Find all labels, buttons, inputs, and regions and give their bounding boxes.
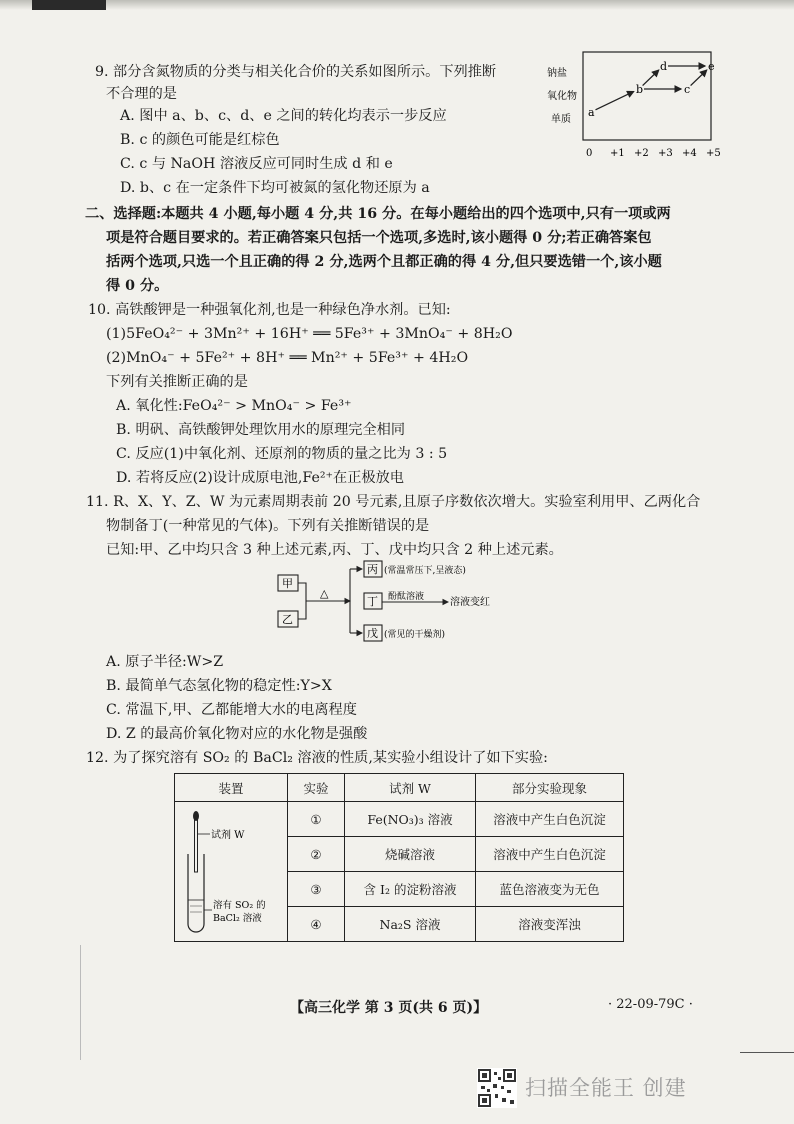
header-reagent: 试剂 W	[345, 774, 476, 802]
q11-stem-1: 11. R、X、Y、Z、W 为元素周期表前 20 号元素,且原子序数依次增大。实验室利用甲、乙两化合	[86, 494, 701, 510]
footer-title: 【高三化学 第 3 页(共 6 页)】	[290, 1000, 488, 1016]
bracket-reactants	[298, 583, 306, 619]
q9-nitrogen-chart	[545, 52, 721, 167]
chart-frame	[583, 52, 711, 140]
apparatus-label-bacl2: BaCl₂ 溶液	[213, 913, 262, 924]
chart-xtick-1: +1	[610, 148, 625, 159]
q11-option-d: D. Z 的最高价氧化物对应的水化物是强酸	[106, 726, 368, 742]
note-bing: (常温常压下,呈液态)	[384, 566, 466, 576]
chart-xtick-3: +3	[658, 148, 673, 159]
result-ding: 溶液变红	[450, 597, 490, 608]
footer-code: · 22-09-79C ·	[608, 997, 693, 1012]
q12-experiment-table	[174, 773, 624, 942]
row-1-no: ①	[288, 802, 345, 837]
chart-xtick-2: +2	[634, 148, 649, 159]
q9-option-d: D. b、c 在一定条件下均可被氮的氢化物还原为 a	[120, 180, 430, 196]
apparatus-label-so2: 溶有 SO₂ 的	[213, 900, 266, 911]
q10-option-a: A. 氧化性:FeO₄²⁻ > MnO₄⁻ > Fe³⁺	[116, 398, 352, 414]
margin-line	[80, 945, 81, 1060]
row-1-reagent: Fe(NO₃)₃ 溶液	[345, 802, 476, 837]
header-experiment: 实验	[288, 774, 345, 802]
q11-reaction-diagram	[270, 565, 510, 645]
header-apparatus: 装置	[175, 774, 288, 802]
dropper-tube	[195, 820, 198, 872]
apparatus-cell	[175, 802, 288, 942]
q9-option-b: B. c 的颜色可能是红棕色	[120, 132, 280, 148]
q9-option-c: C. c 与 NaOH 溶液反应可同时生成 d 和 e	[120, 156, 393, 172]
q11-option-c: C. 常温下,甲、乙都能增大水的电离程度	[106, 702, 357, 718]
q10-ask: 下列有关推断正确的是	[106, 374, 248, 390]
section2-line-2: 项是符合题目要求的。若正确答案只包括一个选项,多选时,该小题得 0 分;若正确答案包	[106, 230, 652, 246]
q12-stem: 12. 为了探究溶有 SO₂ 的 BaCl₂ 溶液的性质,某实验小组设计了如下实验:	[86, 750, 548, 766]
row-1-phenomenon: 溶液中产生白色沉淀	[476, 802, 624, 837]
chart-arrow-a-b	[596, 92, 634, 110]
row-4-no: ④	[288, 907, 345, 942]
q10-option-c: C. 反应(1)中氧化剂、还原剂的物质的量之比为 3 : 5	[116, 446, 448, 462]
label-wu: 戊	[367, 627, 378, 640]
q10-option-b: B. 明矾、高铁酸钾处理饮用水的原理完全相同	[116, 422, 406, 438]
q11-option-a: A. 原子半径:W>Z	[106, 654, 224, 670]
q11-known: 已知:甲、乙中均只含 3 种上述元素,丙、丁、戊中均只含 2 种上述元素。	[106, 542, 563, 558]
test-tube	[188, 854, 204, 932]
section2-line-4: 得 0 分。	[106, 278, 169, 294]
note-wu: (常见的干燥剂)	[384, 630, 446, 640]
row-2-no: ②	[288, 837, 345, 872]
row-3-phenomenon: 蓝色溶液变为无色	[476, 872, 624, 907]
q10-option-d: D. 若将反应(2)设计成原电池,Fe²⁺在正极放电	[116, 470, 404, 486]
chart-xtick-5: +5	[706, 148, 721, 159]
label-yi: 乙	[282, 613, 293, 626]
row-2-reagent: 烧碱溶液	[345, 837, 476, 872]
apparatus-drawing	[176, 802, 286, 938]
q11-stem-2: 物制备丁(一种常见的气体)。下列有关推断错误的是	[106, 518, 430, 534]
label-heat: △	[320, 587, 329, 600]
row-4-reagent: Na₂S 溶液	[345, 907, 476, 942]
table-header-row	[175, 774, 624, 802]
label-ding: 丁	[367, 595, 378, 608]
chart-point-d: d	[660, 60, 668, 73]
q9-stem-1: 9. 部分含氮物质的分类与相关化合价的关系如图所示。下列推断	[95, 64, 497, 80]
edge-line	[740, 1052, 794, 1053]
label-bing: 丙	[367, 563, 378, 576]
section2-line-1: 二、选择题:本题共 4 小题,每小题 4 分,共 16 分。在每小题给出的四个选项中,只有一项或两	[85, 206, 671, 222]
chart-point-e: e	[708, 60, 715, 73]
chart-ycat-2: 单质	[551, 114, 571, 125]
table-row	[175, 802, 624, 837]
chart-ycat-0: 钠盐	[547, 68, 567, 79]
chart-ycat-1: 氧化物	[547, 91, 577, 102]
row-2-phenomenon: 溶液中产生白色沉淀	[476, 837, 624, 872]
reagent-ding: 酚酞溶液	[388, 592, 425, 602]
header-phenomenon: 部分实验现象	[476, 774, 624, 802]
q11-option-b: B. 最简单气态氢化物的稳定性:Y>X	[106, 678, 332, 694]
scanner-watermark: 扫描全能王 创建	[525, 1076, 687, 1100]
apparatus-label-w: 试剂 W	[211, 830, 245, 841]
q9-option-a: A. 图中 a、b、c、d、e 之间的转化均表示一步反应	[120, 108, 447, 124]
section2-line-3: 括两个选项,只选一个且正确的得 2 分,选两个且都正确的得 4 分,但只要选错一个,该小题	[106, 254, 662, 270]
top-scan-mark	[32, 0, 106, 10]
q10-equation-2: (2)MnO₄⁻ + 5Fe²⁺ + 8H⁺ ══ Mn²⁺ + 5Fe³⁺ + 4H₂O	[106, 350, 469, 366]
chart-arrow-b-d	[643, 70, 659, 85]
chart-xtick-4: +4	[682, 148, 697, 159]
q10-stem: 10. 高铁酸钾是一种强氧化剂,也是一种绿色净水剂。已知:	[88, 302, 451, 318]
page-top-shadow	[0, 0, 794, 10]
qr-code-icon	[477, 1068, 517, 1108]
chart-point-c: c	[684, 83, 691, 96]
label-jia: 甲	[282, 577, 293, 590]
chart-point-b: b	[636, 83, 644, 96]
chart-arrow-c-e	[691, 70, 707, 85]
row-3-reagent: 含 I₂ 的淀粉溶液	[345, 872, 476, 907]
q9-stem-2: 不合理的是	[106, 86, 177, 102]
row-4-phenomenon: 溶液变浑浊	[476, 907, 624, 942]
q10-equation-1: (1)5FeO₄²⁻ + 3Mn²⁺ + 16H⁺ ══ 5Fe³⁺ + 3MnO₄⁻ + 8H₂O	[106, 326, 513, 342]
chart-xtick-0: 0	[586, 148, 593, 159]
row-3-no: ③	[288, 872, 345, 907]
chart-point-a: a	[588, 106, 595, 119]
